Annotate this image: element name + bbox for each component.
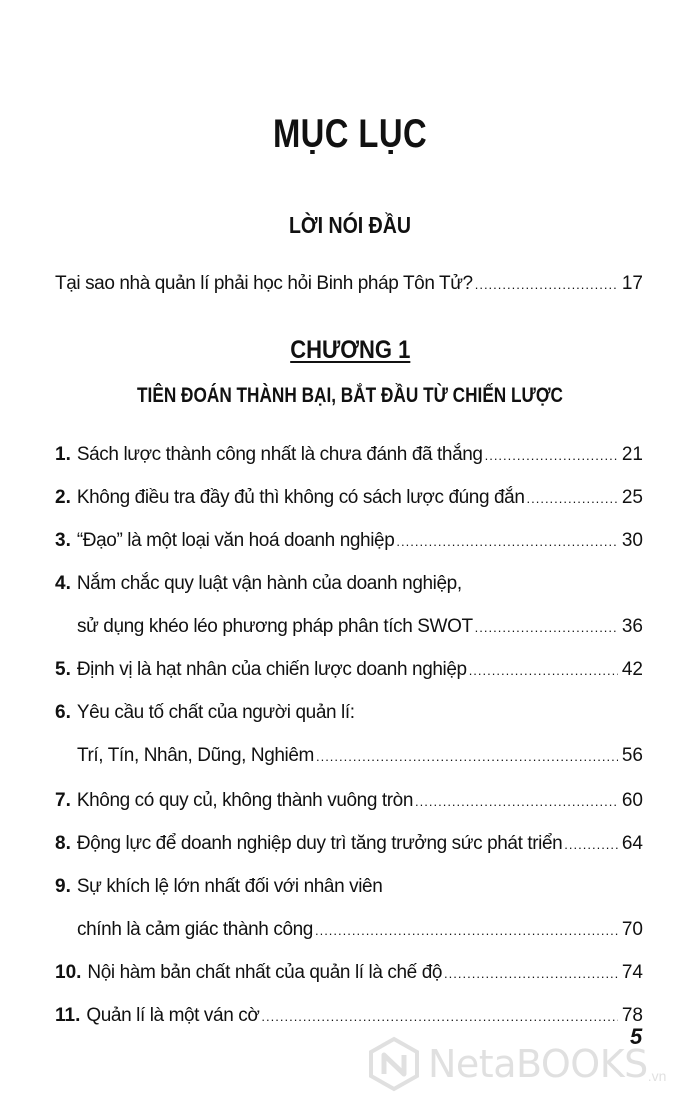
toc-text: Động lực để doanh nghiệp duy trì tăng trưởng sức phát triển (76, 833, 563, 854)
toc-text: “Đạo” là một loại văn hoá doanh nghiệp (76, 530, 395, 551)
toc-text: Sách lược thành công nhất là chưa đánh đã thắng (76, 444, 483, 465)
toc-number: 9. (55, 876, 71, 897)
toc-text: sử dụng khéo léo phương pháp phân tích SWOT (77, 616, 473, 637)
toc-number: 8. (55, 833, 71, 854)
toc-text: Định vị là hạt nhân của chiến lược doanh nghiệp (76, 659, 467, 680)
toc-page: 78 (621, 1005, 643, 1026)
toc-number: 5. (55, 659, 71, 680)
toc-number: 1. (55, 444, 71, 465)
dot-leader (475, 613, 618, 643)
dot-leader (564, 830, 618, 860)
toc-text: Quản lí là một ván cờ (86, 1005, 260, 1026)
toc-line-continuation[interactable] (77, 741, 643, 771)
toc-text: Nắm chắc quy luật vận hành của doanh nghiệp, (76, 573, 462, 594)
toc-line[interactable] (55, 786, 643, 816)
toc-text: Không có quy củ, không thành vuông tròn (76, 790, 414, 811)
watermark-brand: NetaBOOKS (428, 1042, 648, 1086)
chapter-title: TIÊN ĐOÁN THÀNH BẠI, BẮT ĐẦU TỪ CHIẾN LƯỢC (137, 384, 563, 407)
toc-line[interactable] (55, 1001, 643, 1031)
toc-line[interactable] (55, 655, 643, 685)
toc-page: 21 (621, 444, 643, 465)
toc-line[interactable] (55, 698, 643, 728)
toc-line[interactable] (55, 483, 643, 513)
toc-page: 60 (621, 790, 643, 811)
toc-page: 74 (621, 962, 643, 983)
dot-leader (396, 527, 617, 557)
toc-page: 17 (621, 273, 643, 294)
toc-number: 10. (55, 962, 82, 983)
toc-number: 7. (55, 790, 71, 811)
dot-leader (444, 959, 618, 989)
toc-text: Sự khích lệ lớn nhất đối với nhân viên (76, 876, 383, 897)
toc-number: 6. (55, 702, 71, 723)
preface-heading: LỜI NÓI ĐẦU (288, 212, 412, 238)
toc-line[interactable] (55, 440, 643, 470)
toc-page: 56 (621, 745, 643, 766)
dot-leader (261, 1002, 617, 1032)
toc-number: 4. (55, 573, 71, 594)
toc-line[interactable] (55, 526, 643, 556)
toc-line[interactable] (55, 872, 643, 902)
toc-line[interactable] (55, 569, 643, 599)
toc-text: Tại sao nhà quản lí phải học hỏi Binh pháp Tôn Tử? (55, 273, 473, 294)
dot-leader (469, 656, 618, 686)
toc-number: 2. (55, 487, 71, 508)
toc-line[interactable] (55, 958, 643, 988)
toc-text: Trí, Tín, Nhân, Dũng, Nghiêm (77, 745, 314, 766)
toc-page: 36 (621, 616, 643, 637)
toc-page: 70 (621, 919, 643, 940)
netabooks-logo-icon (366, 1036, 422, 1092)
watermark (366, 1034, 666, 1094)
dot-leader (475, 270, 618, 300)
dot-leader (415, 787, 618, 817)
dot-leader (315, 916, 618, 946)
chapter-label (0, 336, 700, 365)
toc-text: Yêu cầu tố chất của người quản lí: (76, 702, 355, 723)
toc-number: 11. (55, 1005, 81, 1026)
dot-leader (316, 742, 618, 772)
toc-page: 64 (621, 833, 643, 854)
chapter-label-text: CHƯƠNG 1 (289, 336, 411, 364)
toc-line-continuation[interactable] (77, 612, 643, 642)
dot-leader (527, 484, 618, 514)
dot-leader (485, 441, 618, 471)
toc-page: 30 (621, 530, 643, 551)
toc-line-continuation[interactable] (77, 915, 643, 945)
toc-text: Nội hàm bản chất nhất của quản lí là chế độ (87, 962, 443, 983)
page-title: MỤC LỤC (272, 112, 428, 156)
toc-number: 3. (55, 530, 71, 551)
toc-page: 42 (621, 659, 643, 680)
toc-page: 25 (621, 487, 643, 508)
toc-line[interactable] (55, 829, 643, 859)
toc-text: Không điều tra đầy đủ thì không có sách lược đúng đắn (76, 487, 525, 508)
watermark-suffix: .vn (647, 1068, 667, 1084)
page-number: 5 (630, 1024, 643, 1049)
toc-line-preface[interactable] (55, 269, 643, 299)
toc-text: chính là cảm giác thành công (77, 919, 313, 940)
